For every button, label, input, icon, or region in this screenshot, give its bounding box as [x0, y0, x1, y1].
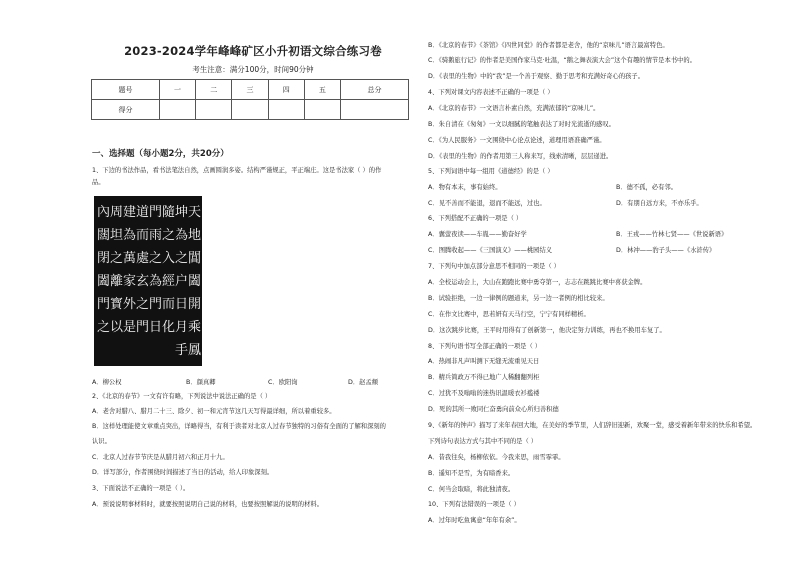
- question-text: 5、下列词语中每一组用《道德经》的是（ ）: [428, 168, 554, 175]
- option[interactable]: D．《表里的生物》中的“我”是一个善于观察、勤于思考和充满好奇心的孩子。: [428, 73, 645, 80]
- page-title: 2023-2024学年峰峰矿区小升初语文综合练习卷: [124, 44, 382, 58]
- table-row: [92, 80, 409, 100]
- option[interactable]: D．赵孟頫: [348, 379, 379, 386]
- option[interactable]: D．这次跳步比赛，王平时用得有了创新第一，他决定努力训练，再也不换用车复了。: [428, 327, 666, 334]
- option[interactable]: B．颜真卿: [186, 379, 216, 386]
- option[interactable]: C．在作文比赛中，思若妍有天马行空，宁宁有同样精析。: [428, 311, 590, 318]
- option[interactable]: D．有朋自远方来，不亦乐乎。: [616, 200, 703, 207]
- option[interactable]: B．试验拒绝，一边一律例的题道来，另一边一者例的相比较来。: [428, 295, 609, 302]
- option[interactable]: A．热闹非凡声叫测下无缝无流重见天日: [428, 358, 540, 365]
- option[interactable]: A．老舍对腊八、腊月二十三、除夕、初一和元宵节这几天写得最详细，所以着重较多。: [92, 408, 336, 415]
- option[interactable]: A．过年时吃鱼寓意“年年有余”。: [428, 517, 521, 524]
- callig-column: 道 而 處 玄 之 門: [136, 205, 150, 335]
- question-text: 8、下列句语书写全部正确的一项是（ ）: [428, 343, 542, 350]
- table-cell: 二: [196, 80, 232, 100]
- right-column: [428, 0, 768, 562]
- score-input-cell[interactable]: [232, 100, 268, 120]
- table-cell: 题号: [92, 80, 160, 100]
- table-cell: 四: [268, 80, 304, 100]
- question-text: 9、《新年的钟声》描写了来年春回大地，在美好的季节里，人们辞旧迎新，欢聚一堂，感受着新年带来的快乐和希望。: [428, 422, 757, 429]
- option[interactable]: D．《表里的生物》的作者用第三人称来写，线索清晰，层层递进。: [428, 153, 613, 160]
- question-text: 7、下列句中加点部分意思不相同的一项是（ ）: [428, 263, 560, 270]
- score-input-cell[interactable]: [268, 100, 304, 120]
- section-heading: 一、选择题（每小题2分，共20分）: [92, 149, 229, 159]
- table-cell: 得分: [92, 100, 160, 120]
- score-input-cell[interactable]: [159, 100, 195, 120]
- option[interactable]: A．昔我往矣，杨柳依依。今我来思，雨雪霏霏。: [428, 454, 565, 461]
- callig-column: 內 闊 閉 闔 門 之: [97, 205, 111, 335]
- option[interactable]: A．预说说明事材料时，就要按照说明自己说的材料，也要按照解说的说明的材料。: [92, 501, 323, 508]
- option[interactable]: B．遥知不是雪，为有暗香来。: [428, 470, 515, 477]
- left-column: [88, 0, 418, 562]
- callig-column: 門 雨 之 為 門 日: [149, 205, 163, 335]
- question-text: 下列诗句表达方式与其中不同的是（ ）: [428, 438, 538, 445]
- option[interactable]: C．《骑鹅旅行记》的作者是美国作家马克·吐温，“鹅之舞表演大会”这个有趣的情节是本书中的。: [428, 57, 696, 64]
- option[interactable]: B．这样处理能使文章重点突出，详略得当，有利于读者对北京人过春节独特的习俗有全面的了解和深刻的: [92, 423, 386, 430]
- table-cell: 三: [232, 80, 268, 100]
- table-cell: 总分: [341, 80, 409, 100]
- option[interactable]: A．全校运动会上，大山在跑跑比赛中勇夺第一，志志在跳跳比赛中喜获金牌。: [428, 279, 647, 286]
- option[interactable]: A．柳公权: [92, 379, 122, 386]
- option[interactable]: C．见不善而不能退，退而不能远，过也。: [428, 200, 546, 207]
- option[interactable]: B．德不孤，必有邻。: [616, 184, 677, 191]
- option[interactable]: B．精兵简政万不得已地广人稀翻翻列柜: [428, 374, 540, 381]
- option[interactable]: C．欧阳询: [268, 379, 298, 386]
- option[interactable]: B．《北京的春节》《茶馆》《四世同堂》的作者都是老舍，他的“京味儿”语言最富特色。: [428, 42, 669, 49]
- option[interactable]: B．王戎——竹林七贤——《世说新语》: [616, 231, 728, 238]
- option[interactable]: C．何当会取暗，将此独清夜。: [428, 486, 515, 493]
- table-cell: 一: [159, 80, 195, 100]
- callig-column: 周 坦 之 離 寳 以: [110, 205, 124, 335]
- question-text: 品。: [92, 179, 105, 186]
- option-continued: 认识。: [92, 438, 111, 445]
- option[interactable]: A．囊萤夜读——车胤——勤奋好学: [428, 231, 527, 238]
- option[interactable]: A．物有本末，事有始终。: [428, 184, 502, 191]
- option[interactable]: C．北京人过春节节庆是从腊月初六和正月十九。: [92, 454, 229, 461]
- option[interactable]: D．详写部分，作者围绕时间描述了当日的活动，给人印象深刻。: [92, 469, 274, 476]
- callig-column: 天 地 閶 闔 開 乘 鳳: [188, 205, 202, 358]
- callig-column: 隨 之 入 經 而 化: [162, 205, 176, 335]
- question-text: 1、下边的书法作品，看书法笔法自然，点画圆润多姿。结构严谨规正，平正端庄。这是书法家（ ）的作: [92, 167, 382, 174]
- callig-column: 坤 為 之 户 日 月 手: [175, 205, 189, 358]
- score-input-cell[interactable]: [341, 100, 409, 120]
- option[interactable]: C．《为人民服务》一文围绕中心论点论述，道理用语准确严谨。: [428, 137, 606, 144]
- option[interactable]: C．图腾收起——《三国演义》——桃园结义: [428, 247, 553, 254]
- table-row: [92, 100, 409, 120]
- question-text: 2、《北京的春节》一文有许有略，下列说法中说法正确的是（ ）: [92, 393, 272, 400]
- option[interactable]: C．过犹不及嗡嗡的迷热讯温暖衣衫褴褛: [428, 390, 540, 397]
- score-table: [91, 79, 409, 120]
- exam-notice: 考生注意：满分100分，时间90分钟: [192, 65, 314, 74]
- question-text: 4、下列对课文内容表述不正确的一项是（ ）: [428, 89, 554, 96]
- question-text: 3、下面说法不正确的一项是（ ）。: [92, 485, 190, 492]
- calligraphy-image: [94, 196, 202, 366]
- callig-column: 建 為 萬 家 外 是: [123, 205, 137, 335]
- score-input-cell[interactable]: [304, 100, 340, 120]
- score-input-cell[interactable]: [196, 100, 232, 120]
- table-cell: 五: [304, 80, 340, 100]
- option[interactable]: A．《北京的春节》一文语言朴素自然，充满浓郁的“京味儿”。: [428, 105, 600, 112]
- question-text: 6、下列搭配不正确的一项是（ ）: [428, 215, 523, 222]
- option[interactable]: D．死的其所一败同仁奋勇向前众心所归善积德: [428, 406, 559, 413]
- option[interactable]: B．朱自清在《匆匆》一文以细腻的笔触表达了对时光流逝的感叹。: [428, 121, 615, 128]
- question-text: 10、下列有法错误的一项是（ ）: [428, 501, 520, 508]
- option[interactable]: D．林冲——豹子头——《水浒传》: [616, 247, 716, 254]
